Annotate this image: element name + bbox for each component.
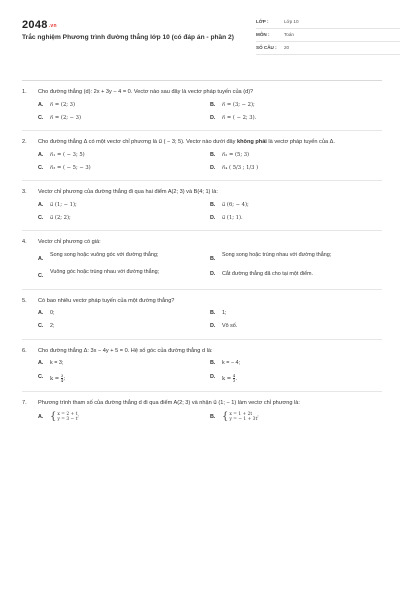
equation-system: { x = 2 + t y = 3 − t ;: [50, 411, 79, 423]
question-text: Vectơ chỉ phương của đường thẳng đi qua hai điểm A(2; 3) và B(4; 1) là:: [38, 189, 218, 196]
brace-glyph: {: [50, 411, 57, 423]
option-label: A.: [38, 413, 44, 420]
meta-key: SỐ CÂU :: [256, 45, 277, 51]
fraction: [61, 374, 64, 383]
option-label: B.: [210, 310, 216, 317]
option-label: A.: [38, 101, 44, 108]
option-text: n⃗₃ = ( − 5; − 3): [50, 164, 91, 171]
option-label: B.: [210, 413, 216, 420]
option-text: 2;: [50, 323, 55, 330]
question-5: [22, 298, 382, 331]
option-d[interactable]: [210, 115, 382, 122]
brace-glyph: {: [222, 411, 229, 423]
meta-row-subject: [256, 30, 400, 42]
option-label: A.: [38, 360, 44, 367]
option-text: k = $\frac{4}{3}$ .: [222, 372, 237, 383]
option-text: 0;: [50, 310, 55, 317]
option-c[interactable]: [38, 269, 210, 280]
option-d[interactable]: [210, 269, 382, 280]
question-7: [22, 400, 382, 423]
question-text: Phương trình tham số của đường thẳng d đi qua điểm A(2; 3) và nhận u⃗ (1; − 1) làm vectơ chỉ phương là:: [38, 399, 300, 406]
header: [22, 14, 382, 72]
question-divider: [22, 180, 382, 181]
option-text: Vô số.: [222, 323, 238, 330]
option-b[interactable]: [210, 412, 382, 422]
option-label: D.: [210, 164, 216, 171]
equation-row: x = 2 + t: [57, 412, 78, 418]
meta-value: 20: [284, 45, 290, 51]
option-c[interactable]: [38, 323, 210, 330]
option-text: 1;: [222, 310, 227, 317]
equation-row: x = 1 + 2t: [229, 412, 253, 418]
question-6: [22, 348, 382, 383]
option-label: A.: [38, 201, 44, 208]
logo-suffix: .vn: [48, 23, 57, 29]
option-text: u⃗ (1; − 1);: [50, 201, 77, 208]
question-number: 1.: [22, 89, 27, 95]
numerator: 3: [60, 372, 64, 378]
option-b[interactable]: [210, 310, 382, 317]
option-c[interactable]: [38, 215, 210, 222]
question-3: [22, 189, 382, 222]
option-b[interactable]: [210, 360, 382, 367]
option-label: D.: [210, 215, 216, 222]
option-b[interactable]: [210, 102, 382, 109]
option-a[interactable]: [38, 360, 210, 367]
meta-value: Lớp 10: [284, 19, 299, 25]
option-text: Cắt đường thẳng đã cho tại một điểm.: [222, 271, 314, 278]
question-text: Cho đường thẳng (d): 2x + 3y − 4 = 0. Vectơ nào sau đây là vectơ pháp tuyến của (d)?: [38, 89, 254, 95]
question-2: [22, 139, 382, 172]
option-d[interactable]: [210, 215, 382, 222]
meta-value: Toán: [284, 32, 294, 38]
question-1: [22, 89, 382, 122]
option-a[interactable]: [38, 310, 210, 317]
option-text: n⃗₁ = ( − 3; 5): [50, 151, 85, 158]
meta-row-count: [256, 43, 400, 55]
meta-key: MÔN :: [256, 32, 270, 38]
numerator: 4: [232, 372, 236, 378]
equation-system: { x = 1 + 2t y = − 1 + 3t ;: [222, 411, 259, 423]
question-divider: [22, 339, 382, 340]
question-number: 5.: [22, 297, 27, 304]
option-text: Song song hoặc trùng nhau với đường thẳng;: [222, 251, 332, 258]
option-label: C.: [38, 273, 44, 280]
logo-text: 2048: [22, 19, 48, 31]
denominator: 4: [60, 377, 64, 383]
meta-key: LỚP :: [256, 19, 269, 25]
question-divider: [22, 289, 382, 290]
meta-table: [256, 17, 400, 56]
option-label: D.: [210, 271, 216, 278]
option-a[interactable]: [38, 152, 210, 159]
option-text: k = − 4;: [222, 360, 240, 367]
question-text-part: là vectơ pháp tuyến của Δ.: [266, 139, 335, 146]
option-label: B.: [210, 360, 216, 367]
option-text: n⃗ = (2; − 3): [50, 114, 81, 121]
option-d[interactable]: [210, 374, 382, 383]
option-text: n⃗ = ( − 2; 3).: [222, 114, 257, 121]
option-label: B.: [210, 151, 216, 158]
question-4: [22, 239, 382, 280]
option-b[interactable]: [210, 202, 382, 209]
option-label: B.: [210, 201, 216, 208]
option-label: C.: [38, 373, 44, 380]
option-a[interactable]: [38, 412, 210, 422]
option-d[interactable]: [210, 323, 382, 330]
header-divider: [22, 80, 382, 81]
equation-row: y = − 1 + 3t: [229, 417, 258, 423]
site-logo[interactable]: [22, 18, 57, 33]
option-b[interactable]: [210, 152, 382, 159]
option-text: u⃗ (2; 2);: [50, 215, 71, 222]
option-a[interactable]: [38, 252, 210, 263]
option-label: C.: [38, 114, 44, 121]
option-c[interactable]: [38, 165, 210, 172]
option-text: n⃗ = (3; − 2);: [222, 101, 255, 108]
equation-row: y = 3 − t: [57, 417, 78, 423]
question-text-part: Cho đường thẳng Δ có một vectơ chỉ phương là u⃗ ( − 3; 5). Vectơ nào dưới đây: [38, 139, 238, 146]
option-text: k = $\frac{3}{4}$ ;: [50, 372, 66, 383]
option-c[interactable]: [38, 374, 210, 383]
option-label: C.: [38, 323, 44, 330]
option-text: k = 3;: [50, 360, 64, 367]
denominator: 3: [232, 377, 236, 383]
meta-row-class: [256, 17, 400, 29]
option-label: B.: [210, 255, 216, 262]
question-divider: [22, 391, 382, 392]
option-label: D.: [210, 114, 216, 121]
option-label: A.: [38, 255, 44, 262]
question-number: 4.: [22, 239, 27, 246]
fraction: [233, 374, 236, 383]
option-d[interactable]: [210, 165, 382, 172]
question-divider: [22, 130, 382, 131]
option-text: n⃗₄ ( 5/3 ; 1/3 ): [222, 164, 259, 171]
question-number: 2.: [22, 139, 27, 146]
option-b[interactable]: [210, 252, 382, 263]
question-number: 6.: [22, 347, 27, 354]
option-text: Song song hoặc vuông góc với đường thẳng;: [50, 251, 159, 258]
question-number: 7.: [22, 399, 27, 406]
question-text: Cho đường thẳng Δ: 3x − 4y + 5 = 0. Hệ số góc của đường thẳng d là:: [38, 347, 213, 354]
question-text: Vectơ chỉ phương có giá:: [38, 239, 101, 246]
option-label: A.: [38, 151, 44, 158]
question-emphasis: không phải: [237, 139, 267, 146]
option-text: u⃗ (6; − 4);: [222, 201, 249, 208]
option-text: n⃗₂ = (5; 3): [222, 151, 250, 158]
question-number: 3.: [22, 189, 27, 196]
option-label: C.: [38, 215, 44, 222]
option-text: n⃗ = (2; 3): [50, 101, 75, 108]
page-title: Trắc nghiệm Phương trình đường thẳng lớp 10 (có đáp án - phần 2): [22, 34, 234, 41]
option-label: D.: [210, 373, 216, 380]
option-text: u⃗ (1; 1).: [222, 215, 243, 222]
option-label: D.: [210, 323, 216, 330]
question-divider: [22, 230, 382, 231]
question-text: Có bao nhiêu vectơ pháp tuyến của một đường thẳng?: [38, 297, 175, 304]
option-label: C.: [38, 164, 44, 171]
option-label: A.: [38, 310, 44, 317]
option-a[interactable]: [38, 202, 210, 209]
question-text: [38, 139, 382, 147]
option-label: B.: [210, 101, 216, 108]
option-c[interactable]: [38, 115, 210, 122]
option-a[interactable]: [38, 102, 210, 109]
option-text: Vuông góc hoặc trùng nhau với đường thẳng;: [50, 269, 160, 276]
